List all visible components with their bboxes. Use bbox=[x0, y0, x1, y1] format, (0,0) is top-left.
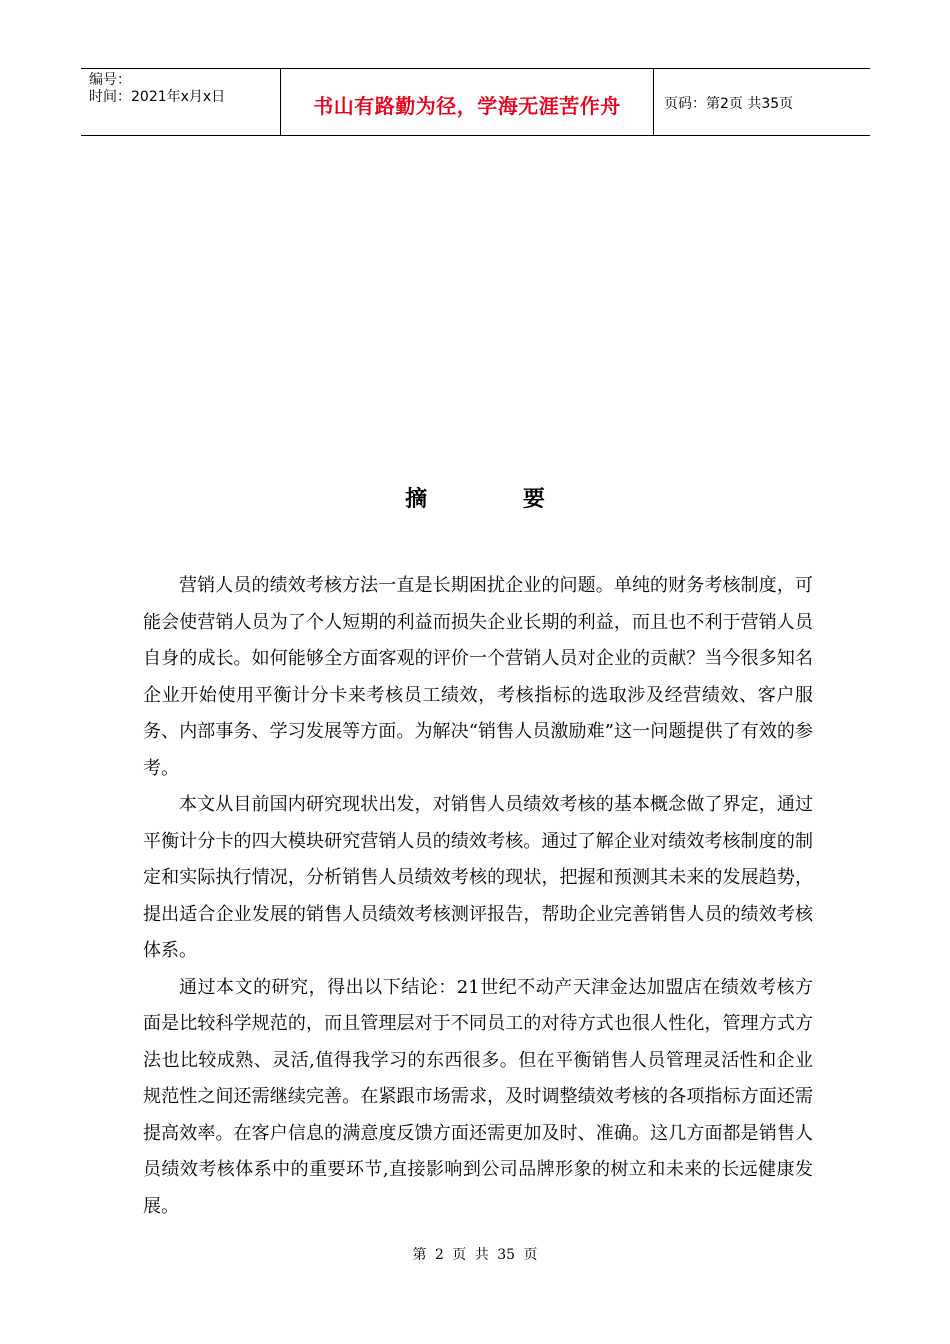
abstract-paragraph: 通过本文的研究，得出以下结论：21世纪不动产天津金达加盟店在绩效考核方面是比较科学规范的，而且管理层对于不同员工的对待方式也很人性化，管理方式方法也比较成熟、灵活,值得我学习的东西很多。但在平衡销售人员管理灵活性和企业规范性之间还需继续完善。在紧跟市场需求，及时调整绩效考核的各项指标方面还需提高效率。在客户信息的满意度反馈方面还需更加及时、准确。这几方面都是销售人员绩效考核体系中的重要环节,直接影响到公司品牌形象的树立和未来的长远健康发展。 bbox=[143, 976, 813, 1217]
abstract-body bbox=[143, 568, 813, 1225]
header-page-info: 页码：第2页 共35页 bbox=[664, 96, 794, 112]
abstract-paragraph: 营销人员的绩效考核方法一直是长期困扰企业的问题。单纯的财务考核制度，可能会使营销人员为了个人短期的利益而损失企业长期的利益，而且也不利于营销人员自身的成长。如何能够全方面客观的评价一个营销人员对企业的贡献？当今很多知名企业开始使用平衡计分卡来考核员工绩效，考核指标的选取涉及经营绩效、客户服务、内部事务、学习发展等方面。为解决“销售人员激励难”这一问题提供了有效的参考。 bbox=[143, 575, 813, 779]
abstract-paragraph: 本文从目前国内研究现状出发，对销售人员绩效考核的基本概念做了界定，通过平衡计分卡的四大模块研究营销人员的绩效考核。通过了解企业对绩效考核制度的制定和实际执行情况，分析销售人员绩效考核的现状，把握和预测其未来的发展趋势，提出适合企业发展的销售人员绩效考核测评报告，帮助企业完善销售人员的绩效考核体系。 bbox=[143, 794, 813, 961]
document-time-label: 时间：2021年x月x日 bbox=[89, 89, 226, 105]
page-footer: 第 2 页 共 35 页 bbox=[412, 1247, 538, 1263]
abstract-title: 摘 要 bbox=[405, 487, 589, 512]
page-header bbox=[81, 68, 870, 136]
header-motto: 书山有路勤为径，学海无涯苦作舟 bbox=[281, 69, 654, 135]
header-meta bbox=[81, 69, 281, 135]
document-number-label: 编号： bbox=[89, 72, 131, 88]
